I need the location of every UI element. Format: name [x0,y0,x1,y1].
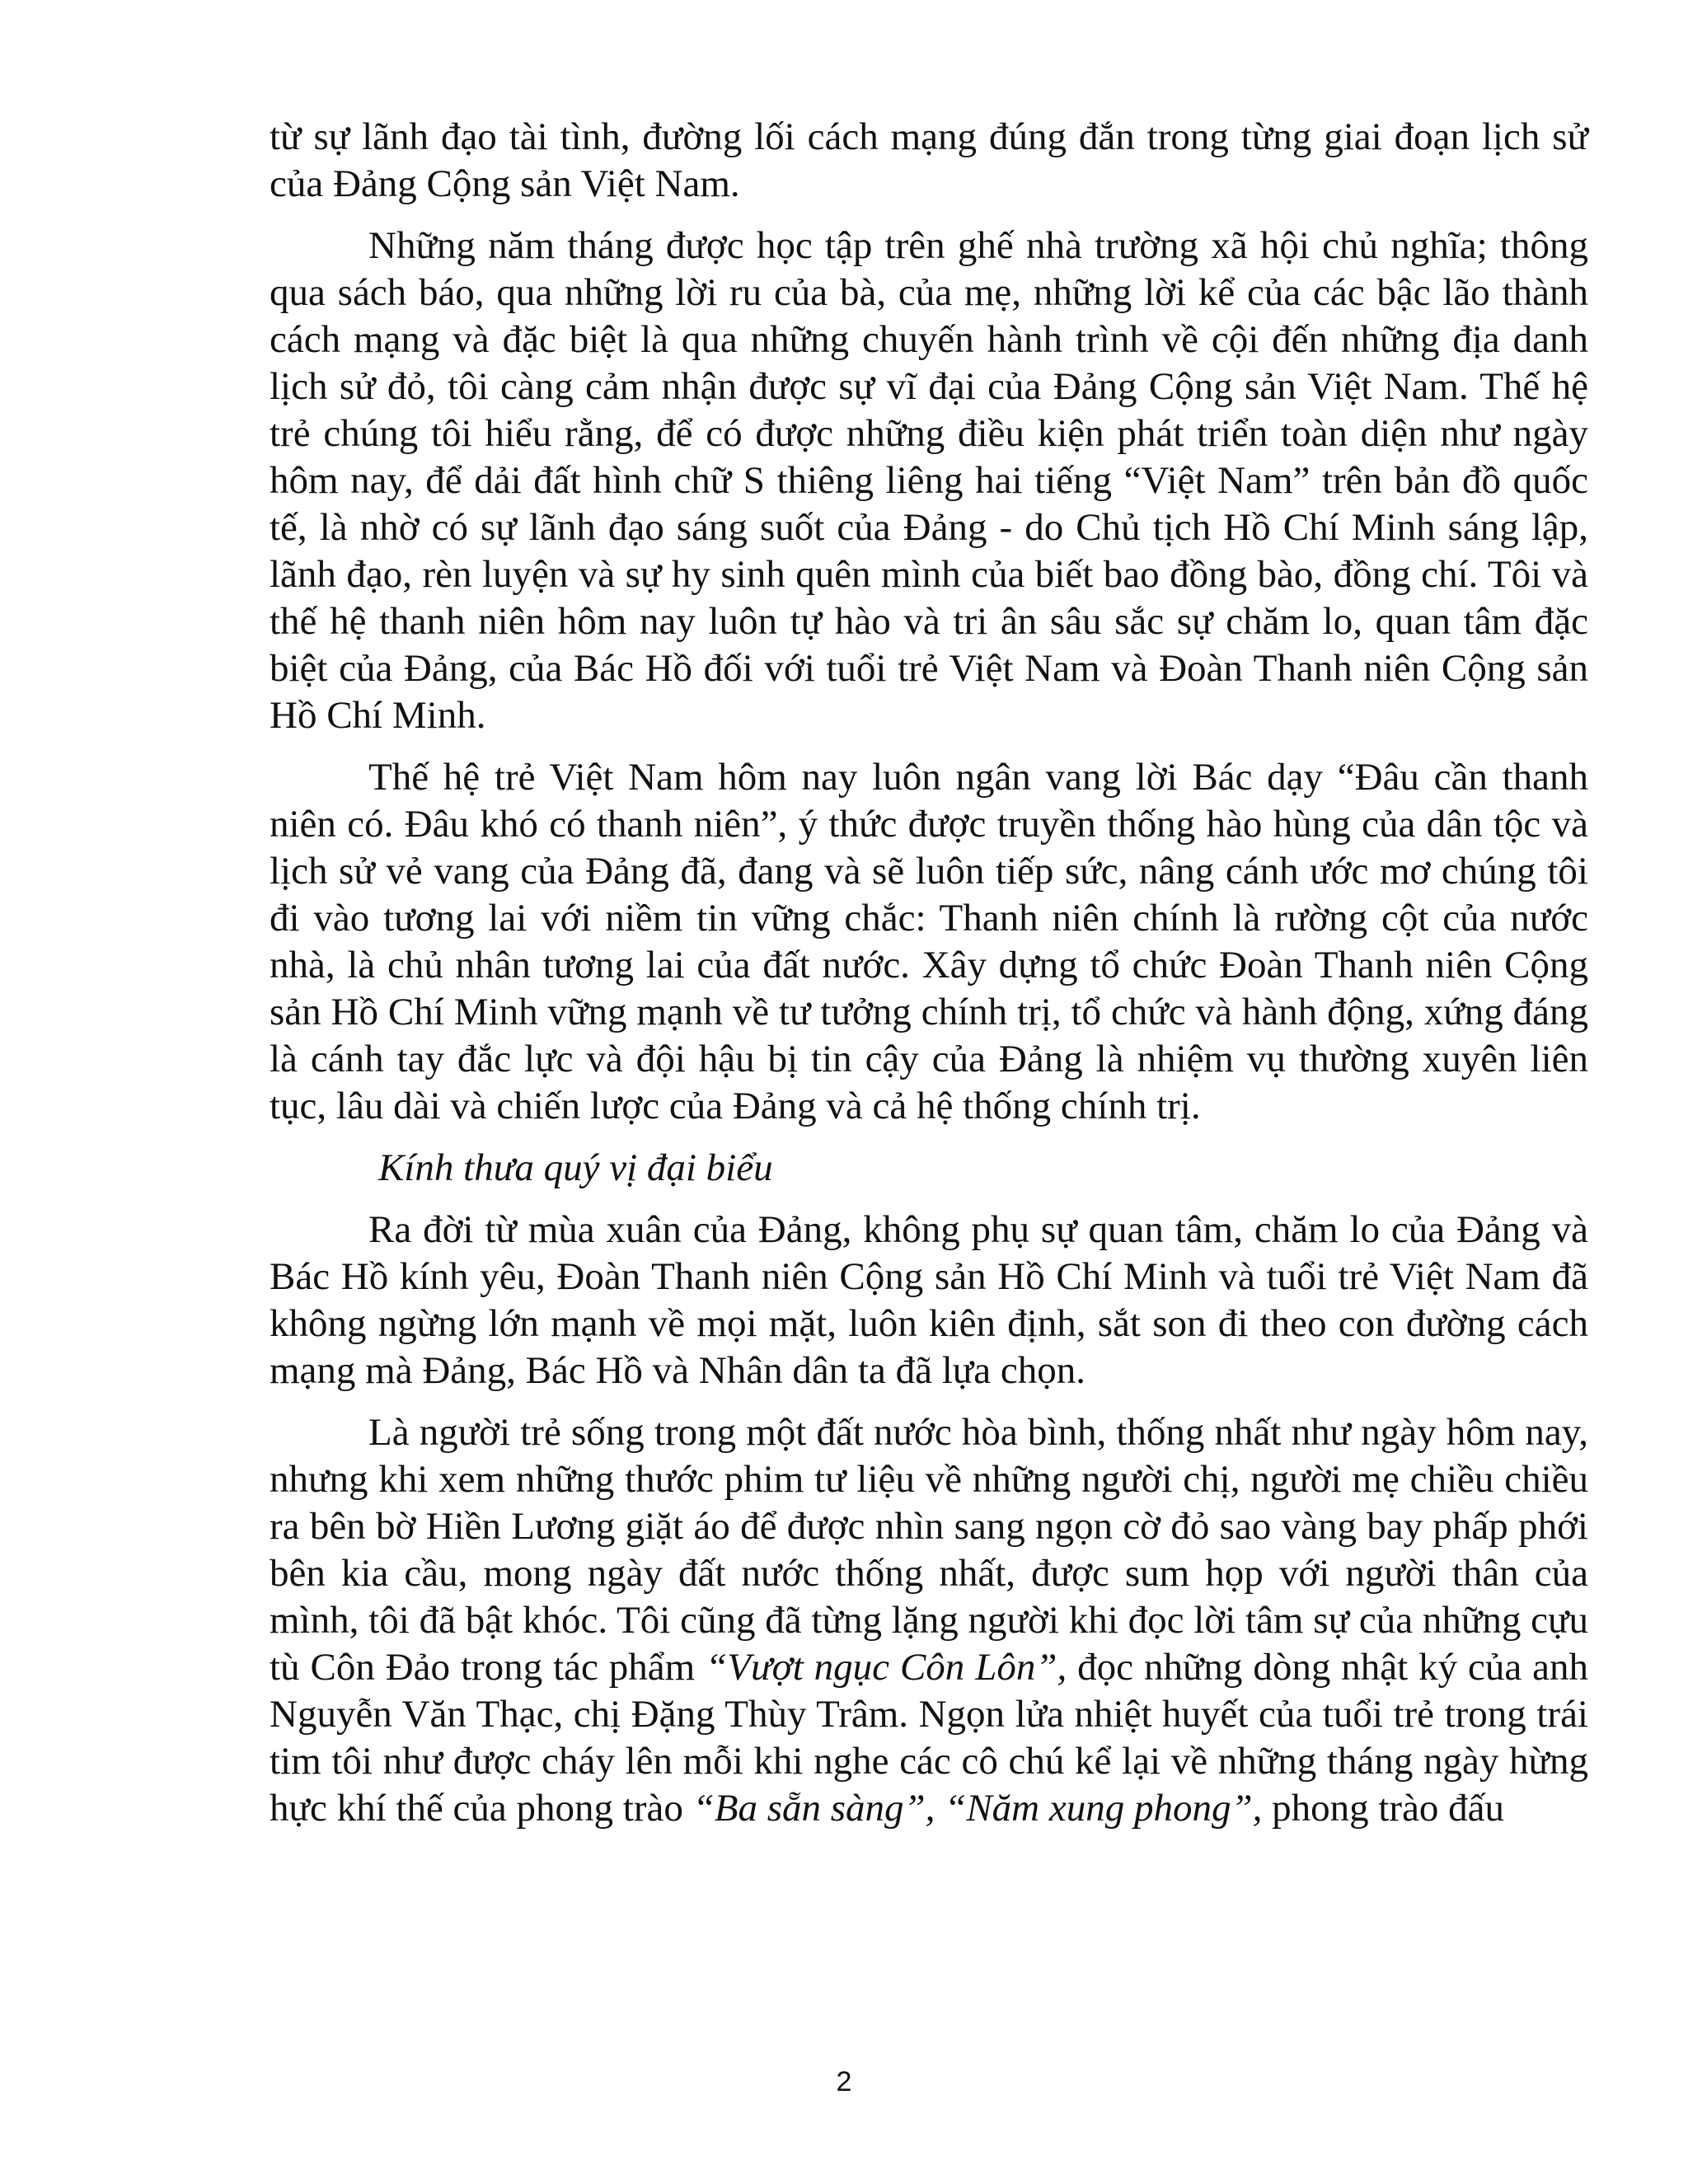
paragraph-party-greatness: Những năm tháng được học tập trên ghế nhà trường xã hội chủ nghĩa; thông qua sách báo, qua những lời ru của bà, của mẹ, những lời kể của các bậc lão thành cách mạng và đặc biệt là qua những chuyến hành trình về cội đến những địa danh lịch sử đỏ, tôi càng cảm nhận được sự vĩ đại của Đảng Cộng sản Việt Nam. Thế hệ trẻ chúng tôi hiểu rằng, để có được những điều kiện phát triển toàn diện như ngày hôm nay, để dải đất hình chữ S thiêng liêng hai tiếng “Việt Nam” trên bản đồ quốc tế, là nhờ có sự lãnh đạo sáng suốt của Đảng - do Chủ tịch Hồ Chí Minh sáng lập, lãnh đạo, rèn luyện và sự hy sinh quên mình của biết bao đồng bào, đồng chí. Tôi và thế hệ thanh niên hôm nay luôn tự hào và tri ân sâu sắc sự chăm lo, quan tâm đặc biệt của Đảng, của Bác Hồ đối với tuổi trẻ Việt Nam và Đoàn Thanh niên Cộng sản Hồ Chí Minh. [270,224,1588,737]
document-page [270,114,1588,1832]
paragraph-youth-union: Ra đời từ mùa xuân của Đảng, không phụ sự quan tâm, chăm lo của Đảng và Bác Hồ kính yêu, Đoàn Thanh niên Cộng sản Hồ Chí Minh và tuổi trẻ Việt Nam đã không ngừng lớn mạnh về mọi mặt, luôn kiên định, sắt son đi theo con đường cách mạng mà Đảng, Bác Hồ và Nhân dân ta đã lựa chọn. [270,1208,1588,1392]
paragraph-peace-reflection [270,1409,1588,1832]
paragraph-youth-generation: Thế hệ trẻ Việt Nam hôm nay luôn ngân vang lời Bác dạy “Đâu cần thanh niên có. Đâu khó có thanh niên”, ý thức được truyền thống hào hùng của dân tộc và lịch sử vẻ vang của Đảng đã, đang và sẽ luôn tiếp sức, nâng cánh ước mơ chúng tôi đi vào tương lai với niềm tin vững chắc: Thanh niên chính là rường cột của nước nhà, là chủ nhân tương lai của đất nước. Xây dựng tổ chức Đoàn Thanh niên Cộng sản Hồ Chí Minh vững mạnh về tư tưởng chính trị, tổ chức và hành động, xứng đáng là cánh tay đắc lực và đội hậu bị tin cậy của Đảng là nhiệm vụ thường xuyên liên tục, lâu dài và chiến lược của Đảng và cả hệ thống chính trị. [270,756,1588,1127]
text-run: đọc những dòng nhật ký của anh Nguyễn Văn Thạc, chị Đặng Thùy Trâm. Ngọn lửa nhiệt huyết của tuổi trẻ trong trái tim tôi như được cháy lên mỗi khi nghe các cô chú kể lại về những tháng ngày hừng hực khí thế của phong trào [270,1646,1588,1830]
text-run: Là người trẻ sống trong một đất nước hòa bình, thống nhất như ngày hôm nay, nhưng khi xem những thước phim tư liệu về những người chị, người mẹ chiều chiều ra bên bờ Hiền Lương giặt áo để được nhìn sang ngọn cờ đỏ sao vàng bay phấp phới bên kia cầu, mong ngày đất nước thống nhất, được sum họp với người thân của mình, tôi đã bật khóc. Tôi cũng đã từng lặng người khi đọc lời tâm sự của những cựu tù Côn Đảo trong tác phẩm [270,1411,1588,1689]
italic-book-title: “Vượt ngục Côn Lôn”, [706,1646,1067,1689]
italic-movement-names: “Ba sẵn sàng”, “Năm xung phong”, [692,1787,1263,1830]
page-number: 2 [836,2066,852,2097]
paragraph-continued: từ sự lãnh đạo tài tình, đường lối cách mạng đúng đắn trong từng giai đoạn lịch sử của Đảng Cộng sản Việt Nam. [270,115,1588,205]
address-salutation: Kính thưa quý vị đại biểu [378,1146,773,1189]
text-run: phong trào đấu [1262,1787,1505,1830]
